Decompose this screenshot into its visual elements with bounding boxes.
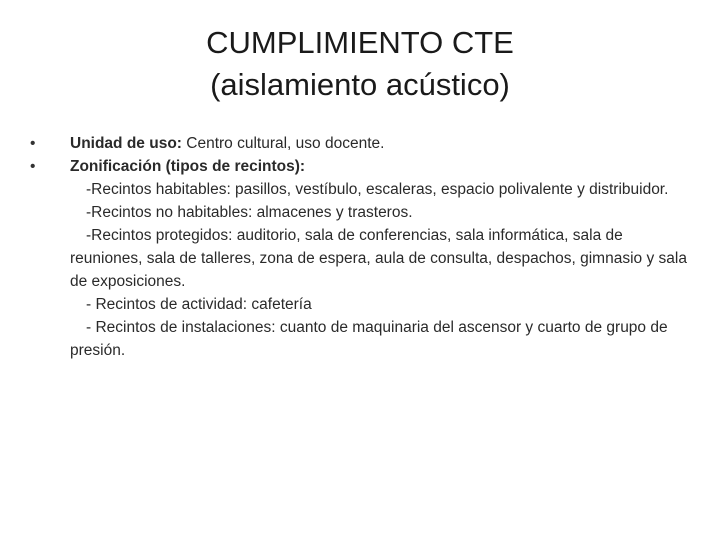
bullet-unidad-de-uso [30,132,690,155]
bullet-text: Centro cultural, uso docente. [181,135,385,152]
item-recintos-protegidos: -Recintos protegidos: auditorio, sala de conferencias, sala informática, sala de reuniones, sala de talleres, zona de espera, aula de consulta, despachos, gimnasio y sala de exposiciones. [70,227,687,290]
bullet-marker: • [30,135,36,152]
slide-title [60,22,660,106]
title-line-2: (aislamiento acústico) [210,67,510,102]
bullet-label: Unidad de uso: [70,135,182,152]
bullet-label: Zonificación (tipos de recintos): [70,158,306,175]
bullet-marker: • [30,158,36,175]
item-recintos-instalaciones: - Recintos de instalaciones: cuanto de maquinaria del ascensor y cuarto de grupo de presión. [70,319,668,359]
bullet-zonificacion [30,155,690,178]
slide-body [30,132,690,362]
item-recintos-actividad: - Recintos de actividad: cafetería [86,296,312,313]
item-recintos-habitables: -Recintos habitables: pasillos, vestíbulo, escaleras, espacio polivalente y distribuidor. [86,181,669,198]
item-recintos-no-habitables: -Recintos no habitables: almacenes y trasteros. [86,204,413,221]
title-line-1: CUMPLIMIENTO CTE [206,25,514,60]
